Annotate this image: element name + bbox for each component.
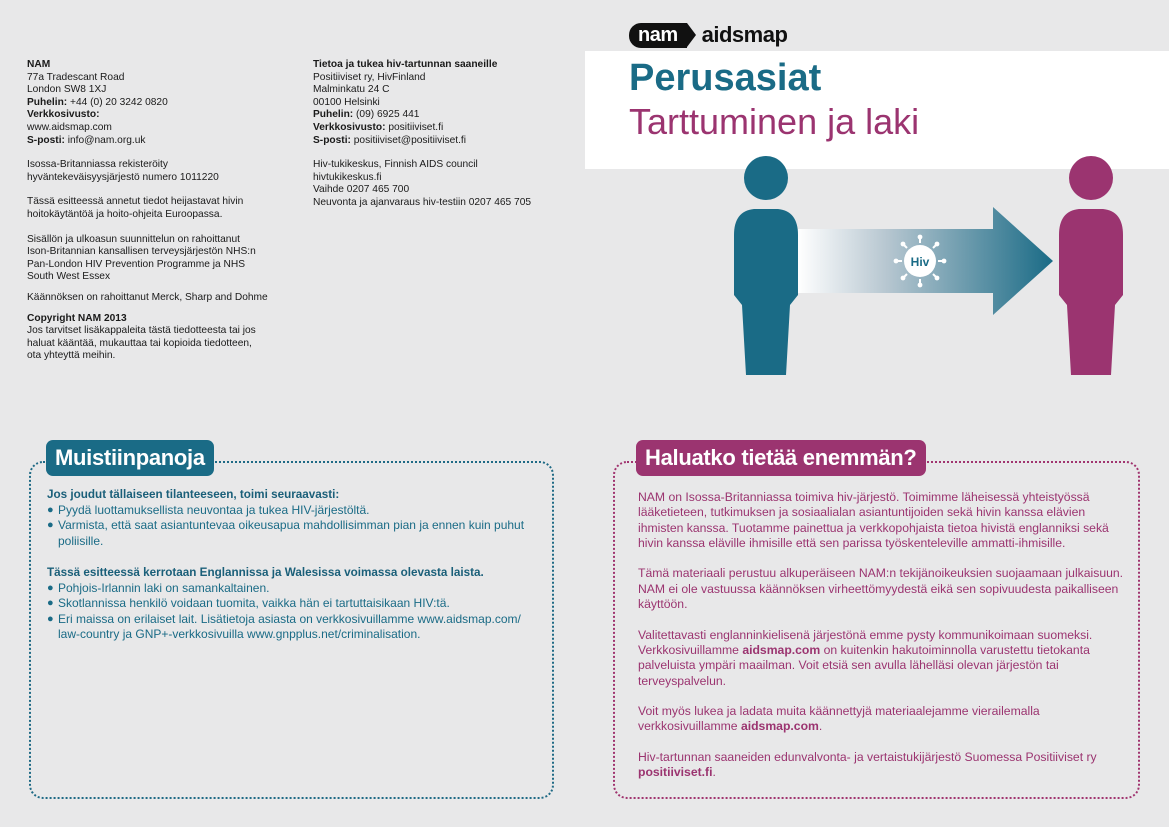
nam-address-line2: London SW8 1XJ [27, 84, 107, 96]
info-line2: hoitokäytäntöä ja hoito-ohjeita Euroopassa. [27, 208, 223, 220]
center-website-link[interactable]: hivtukikeskus.fi [313, 171, 382, 183]
page-title: Perusasiat [629, 57, 822, 99]
list-item: ● Pohjois-Irlannin laki on samankaltainen. [47, 581, 537, 597]
list-item: ● Eri maissa on erilaiset lait. Lisätietoja asiasta on verkkosivuillamme www.aidsmap.com/ law-country ja GNP+-verkkosivuilla www.gnpplus.net/criminalisation. [47, 612, 537, 643]
nam-phone-label: Puhelin: [27, 96, 68, 108]
person-right-icon [1059, 156, 1123, 375]
more-info-content [638, 490, 1128, 796]
title-box [585, 51, 1169, 169]
info-line1: Tässä esitteessä annetut tiedot heijastavat hivin [27, 196, 244, 208]
translation-funding: Käännöksen on rahoittanut Merck, Sharp and Dohme [27, 291, 268, 303]
finland-email-label: S-posti: [313, 134, 351, 146]
center-name: Hiv-tukikeskus, Finnish AIDS council [313, 159, 478, 171]
finland-website-link[interactable]: positiiviset.fi [385, 121, 444, 133]
finland-contact-column [313, 59, 563, 222]
nam-web-label: Verkkosivusto: [27, 109, 100, 121]
more-paragraph5: Hiv-tartunnan saaneiden edunvalvonta- ja vertaistukijärjestö Suomessa Positiiviset ry positiiviset.fi. [638, 750, 1097, 780]
extra-line2: haluat kääntää, mukauttaa tai kopioida tiedotteen, [27, 337, 252, 349]
transmission-illustration [728, 155, 1138, 380]
hiv-virus-icon [894, 235, 947, 288]
notes-list2 [47, 581, 537, 643]
funding-line4: South West Essex [27, 271, 111, 283]
finland-web-label: Verkkosivusto: [313, 121, 386, 133]
extra-line1: Jos tarvitset lisäkappaleita tästä tiedotteesta tai jos [27, 325, 256, 337]
notes-list1 [47, 503, 537, 550]
finland-heading: Tietoa ja tukea hiv-tartunnan saaneille [313, 59, 498, 70]
more-paragraph3: Valitettavasti englanninkielisenä järjestönä emme pysty kommunikoimaan suomeksi. Verkkosivuillamme aidsmap.com on kuitenkin hakutoiminnolla varustettu tietokanta palveluista ympäri maailman. Voit etsiä sen avulla lähelläsi olevan järjestön tai terveyspalvelun. [638, 627, 1093, 688]
finland-address-line1: Malminkatu 24 C [313, 84, 390, 96]
center-advice: Neuvonta ja ajanvaraus hiv-testiin 0207 465 705 [313, 196, 532, 208]
nam-address-line1: 77a Tradescant Road [27, 71, 125, 83]
more-paragraph1: NAM on Isossa-Britanniassa toimiva hiv-järjestö. Toimimme läheisessä yhteistyössä lääketieteen, tutkimuksen ja sosiaalialan asiantuntijoiden sekä hivin kanssa elävien ihmisten kanssa. Tuotamme painettua ja verkkopohjaista tietoa hivistä englanniksi sekä hivin kanssa eläville ihmisille että sen parissa työskenteleville ammatti-ihmisille. [638, 490, 1109, 550]
positiiviset-link[interactable]: positiiviset.fi [638, 765, 713, 780]
logo-aidsmap: aidsmap [701, 22, 788, 47]
aidsmap-link[interactable]: aidsmap.com [742, 642, 821, 657]
list-item: ● Varmista, että saat asiantuntevaa oikeusapua mahdollisimman pian ja ennen kuin puhut poliisille. [47, 518, 537, 549]
person-left-icon [734, 156, 798, 375]
copyright: Copyright NAM 2013 [27, 312, 127, 324]
notes-heading: Muistiinpanoja [46, 440, 214, 476]
finland-phone: (09) 6925 441 [353, 109, 420, 121]
funding-line1: Sisällön ja ulkoasun suunnittelun on rahoittanut [27, 233, 240, 245]
virus-label: Hiv [910, 255, 930, 269]
notes-heading1: Jos joudut tällaiseen tilanteeseen, toimi seuraavasti: [47, 488, 340, 501]
more-info-heading: Haluatko tietää enemmän? [636, 440, 926, 476]
notes-heading2: Tässä esitteessä kerrotaan Englannissa ja Walesissa voimassa olevasta laista. [47, 566, 484, 579]
charity-line1: Isossa-Britanniassa rekisteröity [27, 159, 168, 171]
nam-aidsmap-logo [629, 22, 787, 48]
funding-line3: Pan-London HIV Prevention Programme ja NHS [27, 258, 246, 270]
nam-phone: +44 (0) 20 3242 0820 [67, 96, 168, 108]
list-item: ● Skotlannissa henkilö voidaan tuomita, vaikka hän ei tartuttaisikaan HIV:tä. [47, 596, 537, 612]
finland-phone-label: Puhelin: [313, 109, 354, 121]
notes-content [47, 487, 537, 659]
finland-address-line2: 00100 Helsinki [313, 96, 380, 108]
nam-contact-column [27, 59, 287, 375]
logo-nam: nam [629, 23, 687, 48]
logo-arrow-icon [687, 23, 696, 47]
charity-line2: hyväntekeväisyysjärjestö numero 1011220 [27, 171, 219, 183]
nam-email-label: S-posti: [27, 134, 65, 146]
finland-email-link[interactable]: positiiviset@positiiviset.fi [350, 134, 467, 146]
page-subtitle: Tarttuminen ja laki [629, 101, 920, 142]
extra-line3: ota yhteyttä meihin. [27, 350, 116, 362]
aidsmap-link[interactable]: aidsmap.com [740, 719, 819, 734]
more-paragraph2: Tämä materiaali perustuu alkuperäiseen NAM:n tekijänoikeuksien suojaamaan julkaisuun. NAM ei ole vastuussa käännöksen virheettömyydestä eikä sen sopivuudesta paikalliseen käyttöön. [638, 566, 1124, 612]
nam-website-link[interactable]: www.aidsmap.com [27, 121, 112, 133]
list-item: ● Pyydä luottamuksellista neuvontaa ja tukea HIV-järjestöltä. [47, 503, 537, 519]
nam-email-link[interactable]: info@nam.org.uk [64, 134, 146, 146]
finland-org: Positiiviset ry, HivFinland [313, 71, 426, 83]
funding-line2: Ison-Britannian kansallisen terveysjärjestön NHS:n [27, 246, 256, 258]
center-phone: Vaihde 0207 465 700 [313, 184, 410, 196]
more-paragraph4: Voit myös lukea ja ladata muita käännettyjä materiaalejamme vierailemalla verkkosivuillamme aidsmap.com. [638, 704, 1040, 734]
nam-name: NAM [27, 59, 51, 70]
